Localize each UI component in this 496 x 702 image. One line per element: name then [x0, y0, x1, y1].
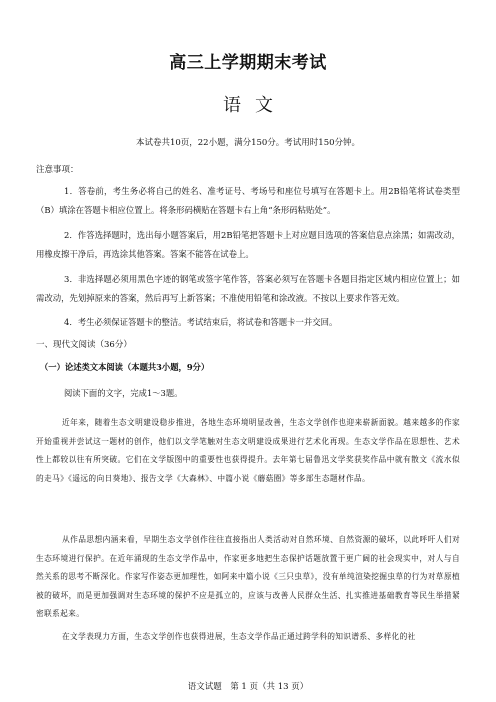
page-footer: 语文试题 第 1 页（共 13 页）: [0, 680, 496, 692]
passage-paragraph: 在文学表现力方面，生态文学创作也获得进展，生态文学作品正通过跨学科的知识谱系、多样化的社: [62, 632, 416, 641]
reading-instruction: 阅读下面的文字，完成1～3题。: [64, 388, 183, 398]
note-item: 1．答卷前，考生务必将自己的姓名、准考证号、考场号和座位号填写在答题卡上。用2B铅笔将试卷类型（B）填涂在答题卡相应位置上。将条形码横贴在答题卡右上角“条形码粘贴处”。: [36, 186, 460, 215]
note-item: 3．非选择题必须用黑色字迹的钢笔或签字笔作答，答案必须写在答题卡各题目指定区域内相应位置上；如需改动，先划掉原来的答案，然后再写上新答案；不准使用铅笔和涂改液。不按以上要求作答无效。: [36, 274, 460, 303]
section-heading: 一、现代文阅读（36分）: [36, 340, 132, 350]
passage-paragraph: 近年来，随着生态文明建设稳步推进，各地生态环境明显改善，生态文学创作也迎来崭新面貌。越来越多的作家开始重视并尝试这一题材的创作，他们以文学笔触对生态文明建设成果进行艺术化再现。生态文学作品在思想性、艺术性上都较以往有所突破。它们在文学版图中的重要性也获得提升。去年第七届鲁迅文学奖获奖作品中就有散文《流水似的走马》《遥远的向日葵地》、报告文学《大森林》、中篇小说《蘑菇圈》等多部生态题材作品。: [36, 418, 460, 483]
note-item: 4．考生必须保证答题卡的整洁。考试结束后，将试卷和答题卡一并交回。: [64, 317, 338, 327]
subsection-heading: （一）论述类文本阅读（本题共3小题，9分）: [40, 362, 210, 372]
note-item: 2．作答选择题时，选出每小题答案后，用2B铅笔把答题卡上对应题目选项的答案信息点涂黑；如需改动，用橡皮擦干净后，再选涂其他答案。答案不能答在试卷上。: [36, 230, 460, 259]
notes-title: 注意事项：: [36, 165, 79, 175]
exam-title: 高三上学期期末考试: [169, 53, 327, 73]
passage-paragraph: 从作品思想内涵来看，早期生态文学创作往往直接指出人类活动对自然环境、自然资源的破坏，以此呼吁人们对生态环境进行保护。在近年涌现的生态文学作品中，作家更多地把生态保护话题放置于更广阔的社会现实中，对人与自然关系的思考不断深化。作家写作姿态更加理性，如阿来中篇小说《三只虫草》，没有单纯渲染挖掘虫草的行为对草原植被的破坏，而是更加强调对生态环境的保护不应是孤立的，应该与改善人民群众生活、扎实推进基础教育等民生举措紧密联系起来。: [36, 535, 460, 618]
subject-title: 语文: [223, 95, 287, 116]
exam-info: 本试卷共10页，22小题，满分150分。考试用时150分钟。: [135, 138, 361, 148]
